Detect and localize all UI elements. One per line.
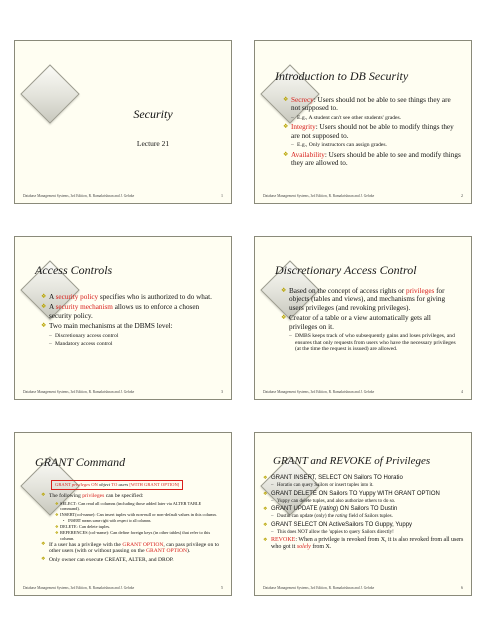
slide-1 — [14, 40, 232, 204]
page-number: 2 — [461, 193, 463, 198]
sub-bullet: – Discretionary access control — [49, 332, 119, 339]
bullet-grant-update: ❖ GRANT UPDATE (rating) ON Sailors TO Dustin — [263, 506, 398, 512]
slide-content — [281, 287, 461, 355]
bullet-diamond-icon: ❖ — [263, 522, 268, 528]
slide-footer: Database Management Systems, 3rd Edition, R. Ramakrishnan and J. Gehrke — [23, 586, 135, 590]
slide-title: GRANT Command — [35, 455, 126, 469]
bullet-diamond-icon: ❖ — [55, 524, 59, 530]
sub-bullet: – Dustin can update (only) the rating field of Sailors tuples. — [271, 514, 393, 519]
bullet-diamond-icon: ❖ — [283, 151, 289, 158]
bullet-diamond-icon: ❖ — [41, 541, 46, 547]
bullet-diamond-icon: ❖ — [281, 288, 287, 294]
bullet-diamond-icon: ❖ — [55, 501, 59, 506]
page-number: 3 — [221, 389, 223, 394]
sub-bullet: – Mandatory access control — [49, 341, 113, 348]
sub-bullet: – E.g., Only instructors can assign grades. — [291, 142, 387, 149]
page-number: 1 — [221, 193, 223, 198]
bullet-diamond-icon: ❖ — [41, 323, 47, 330]
sub-bullet: – DMBS keeps track of who subsequently gains and loses privileges, and ensures that only requests from users who have the necessary privileges (at the time the request is issued) are allowed. — [289, 333, 456, 353]
bullet-diamond-icon: ❖ — [55, 530, 59, 536]
bullet-security-mechanism: ❖ A security mechanism allows us to enforce a chosen security policy. — [41, 303, 200, 320]
bullet-availability: ❖ Availability: Users should be able to see and modify things they are allowed to. — [283, 150, 461, 168]
slide-4 — [254, 236, 472, 400]
bullet-revoke: ❖ REVOKE: When a privilege is revoked from X, it is also revoked from all users who got it solely from X. — [263, 537, 464, 550]
bullet-diamond-icon: ❖ — [263, 507, 268, 512]
page-number: 5 — [221, 585, 223, 590]
bullet-privileges-list: ❖ The following privileges can be specified: — [41, 492, 144, 499]
slide-title: Discretionary Access Control — [275, 263, 417, 277]
slide-content — [41, 473, 221, 565]
grant-syntax-box: GRANT privileges ON object TO users [WITH GRANT OPTION] — [51, 480, 183, 490]
slide-footer: Database Management Systems, 3rd Edition, R. Ramakrishnan and J. Gehrke — [23, 194, 135, 198]
sub-bullet-insert: ❖ INSERT(col-name): Can insert tuples with non-null or non-default values in this column. — [55, 512, 217, 518]
bullet-mechanisms: ❖ Two main mechanisms at the DBMS level: — [41, 322, 173, 331]
sub-bullet: – E.g., A student can't see other students' grades. — [291, 114, 402, 121]
slide-title: Security — [133, 107, 173, 121]
slide-2 — [254, 40, 472, 204]
slide-5 — [14, 432, 232, 596]
sub-sub-bullet: • INSERT means same right with respect to all columns. — [63, 518, 152, 523]
bullet-diamond-icon: ❖ — [41, 556, 46, 562]
slide-title: Access Controls — [35, 263, 113, 277]
bullet-security-policy: ❖ A security policy specifies who is authorized to do what. — [41, 293, 212, 301]
bullet-diamond-icon: ❖ — [281, 315, 287, 322]
bullet-diamond-icon: ❖ — [41, 492, 46, 498]
sub-bullet-references: ❖ REFERENCES (col-name): Can define foreign keys (in other tables) that refer to this column. — [55, 530, 211, 541]
page-number: 6 — [461, 585, 463, 590]
page-number: 4 — [461, 389, 463, 394]
slide-6 — [254, 432, 472, 596]
bullet-diamond-icon: ❖ — [263, 538, 268, 543]
slide-title: GRANT and REVOKE of Privileges — [273, 455, 431, 467]
sub-bullet-select: ❖ SELECT: Can read all columns (including those added later via ALTER TABLE command). — [55, 501, 202, 512]
slide-title: Introduction to DB Security — [275, 69, 409, 83]
bullet-grant-select: ❖ GRANT SELECT ON ActiveSailors TO Guppy, Yuppy — [263, 521, 413, 528]
bullet-diamond-icon: ❖ — [283, 97, 289, 103]
sub-bullet-delete: ❖ DELETE: Can delete tuples. — [55, 524, 111, 530]
diamond-decoration-icon — [20, 64, 79, 123]
sub-bullet: – Horatio can query Sailors or insert tuples into it. — [271, 483, 374, 488]
slide-footer: Database Management Systems, 3rd Edition, R. Ramakrishnan and J. Gehrke — [263, 194, 375, 198]
slide-3 — [14, 236, 232, 400]
sub-bullet: – Yuppy can delete tuples, and also authorize others to do so. — [271, 498, 396, 504]
bullet-grant-insert: ❖ GRANT INSERT, SELECT ON Sailors TO Horatio — [263, 475, 403, 481]
bullet-diamond-icon: ❖ — [41, 304, 47, 311]
slide-content — [283, 96, 461, 170]
bullet-diamond-icon: ❖ — [263, 491, 268, 497]
bullet-grant-delete: ❖ GRANT DELETE ON Sailors TO Yuppy WITH GRANT OPTION — [263, 490, 440, 497]
bullet-diamond-icon: ❖ — [283, 124, 289, 131]
slide-content — [41, 293, 221, 350]
sub-bullet: – This does NOT allow the 'uppies to query Sailors directly! — [271, 529, 394, 535]
bullet-secrecy: ❖ Secrecy: Users should not be able to see things they are not supposed to. — [283, 96, 451, 113]
slide-footer: Database Management Systems, 3rd Edition, R. Ramakrishnan and J. Gehrke — [263, 390, 375, 394]
slide-subtitle: Lecture 21 — [136, 139, 170, 148]
bullet-privileges: ❖ Based on the concept of access rights or privileges for objects (tables and views), and mechanisms for giving users privileges (and revoking privileges). — [281, 287, 446, 312]
slide-footer: Database Management Systems, 3rd Edition, R. Ramakrishnan and J. Gehrke — [23, 390, 135, 394]
bullet-diamond-icon: ❖ — [263, 476, 268, 481]
bullet-creator: ❖ Creator of a table or a view automatically gets all privileges on it. — [281, 314, 431, 331]
bullet-grant-option: ❖ If a user has a privilege with the GRANT OPTION, can pass privilege on to other users (with or without passing on the GRANT OPTION). — [41, 541, 220, 555]
bullet-diamond-icon: ❖ — [55, 512, 59, 518]
slide-footer: Database Management Systems, 3rd Edition, R. Ramakrishnan and J. Gehrke — [263, 586, 375, 590]
bullet-diamond-icon: ❖ — [41, 294, 47, 300]
slide-content — [263, 475, 465, 552]
bullet-owner: ❖ Only owner can execute CREATE, ALTER, and DROP. — [41, 556, 174, 563]
bullet-integrity: ❖ Integrity: Users should not be able to modify things they are not supposed to. — [283, 123, 454, 140]
